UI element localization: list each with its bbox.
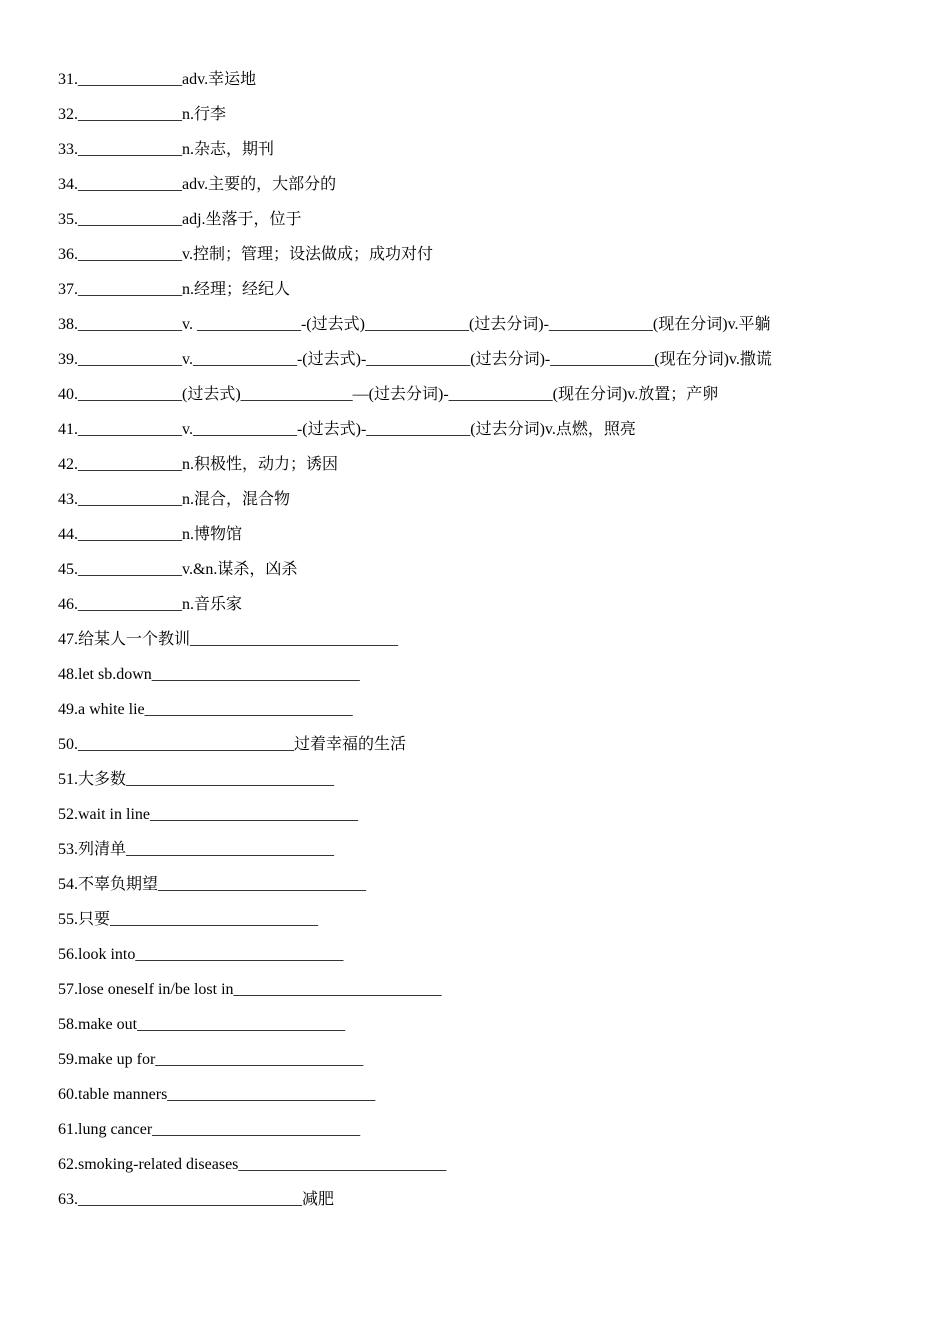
list-item: 57.lose oneself in/be lost in__________________________	[58, 981, 442, 998]
list-item: 33._____________n.杂志，期刊	[58, 141, 275, 158]
list-item: 58.make out__________________________	[58, 1016, 346, 1033]
list-item: 40._____________(过去式)______________—(过去分词)-_____________(现在分词)v.放置；产卵	[58, 386, 719, 403]
list-item: 31._____________adv.幸运地	[58, 71, 257, 88]
list-item: 63.____________________________减肥	[58, 1191, 335, 1208]
list-item: 53.列清单__________________________	[58, 841, 335, 858]
list-item: 39._____________v._____________-(过去式)-_____________(过去分词)-_____________(现在分词)v.撒谎	[58, 351, 772, 368]
list-item: 49.a white lie__________________________	[58, 701, 353, 718]
list-item: 61.lung cancer__________________________	[58, 1121, 361, 1138]
list-item: 41._____________v._____________-(过去式)-_____________(过去分词)v.点燃，照亮	[58, 421, 636, 438]
list-item: 47.给某人一个教训__________________________	[58, 631, 399, 648]
list-item: 45._____________v.&n.谋杀，凶杀	[58, 561, 298, 578]
list-item: 37._____________n.经理；经纪人	[58, 281, 291, 298]
list-item: 52.wait in line__________________________	[58, 806, 358, 823]
list-item: 43._____________n.混合，混合物	[58, 491, 291, 508]
list-item: 36._____________v.控制；管理；设法做成；成功对付	[58, 246, 433, 263]
list-item: 48.let sb.down__________________________	[58, 666, 360, 683]
list-item: 46._____________n.音乐家	[58, 596, 243, 613]
list-item: 35._____________adj.坐落于，位于	[58, 211, 302, 228]
list-item: 38._____________v. _____________-(过去式)_____________(过去分词)-_____________(现在分词)v.平躺	[58, 316, 771, 333]
list-item: 42._____________n.积极性，动力；诱因	[58, 456, 339, 473]
list-item: 44._____________n.博物馆	[58, 526, 243, 543]
list-item: 59.make up for__________________________	[58, 1051, 364, 1068]
list-item: 54.不辜负期望__________________________	[58, 876, 367, 893]
list-item: 50.___________________________过着幸福的生活	[58, 736, 407, 753]
list-item: 51.大多数__________________________	[58, 771, 335, 788]
list-item: 34._____________adv.主要的，大部分的	[58, 176, 337, 193]
list-item: 32._____________n.行李	[58, 106, 227, 123]
list-item: 55.只要__________________________	[58, 911, 319, 928]
list-item: 56.look into__________________________	[58, 946, 344, 963]
list-item: 60.table manners__________________________	[58, 1086, 376, 1103]
list-item: 62.smoking-related diseases__________________________	[58, 1156, 447, 1173]
worksheet-page	[58, 69, 928, 1224]
